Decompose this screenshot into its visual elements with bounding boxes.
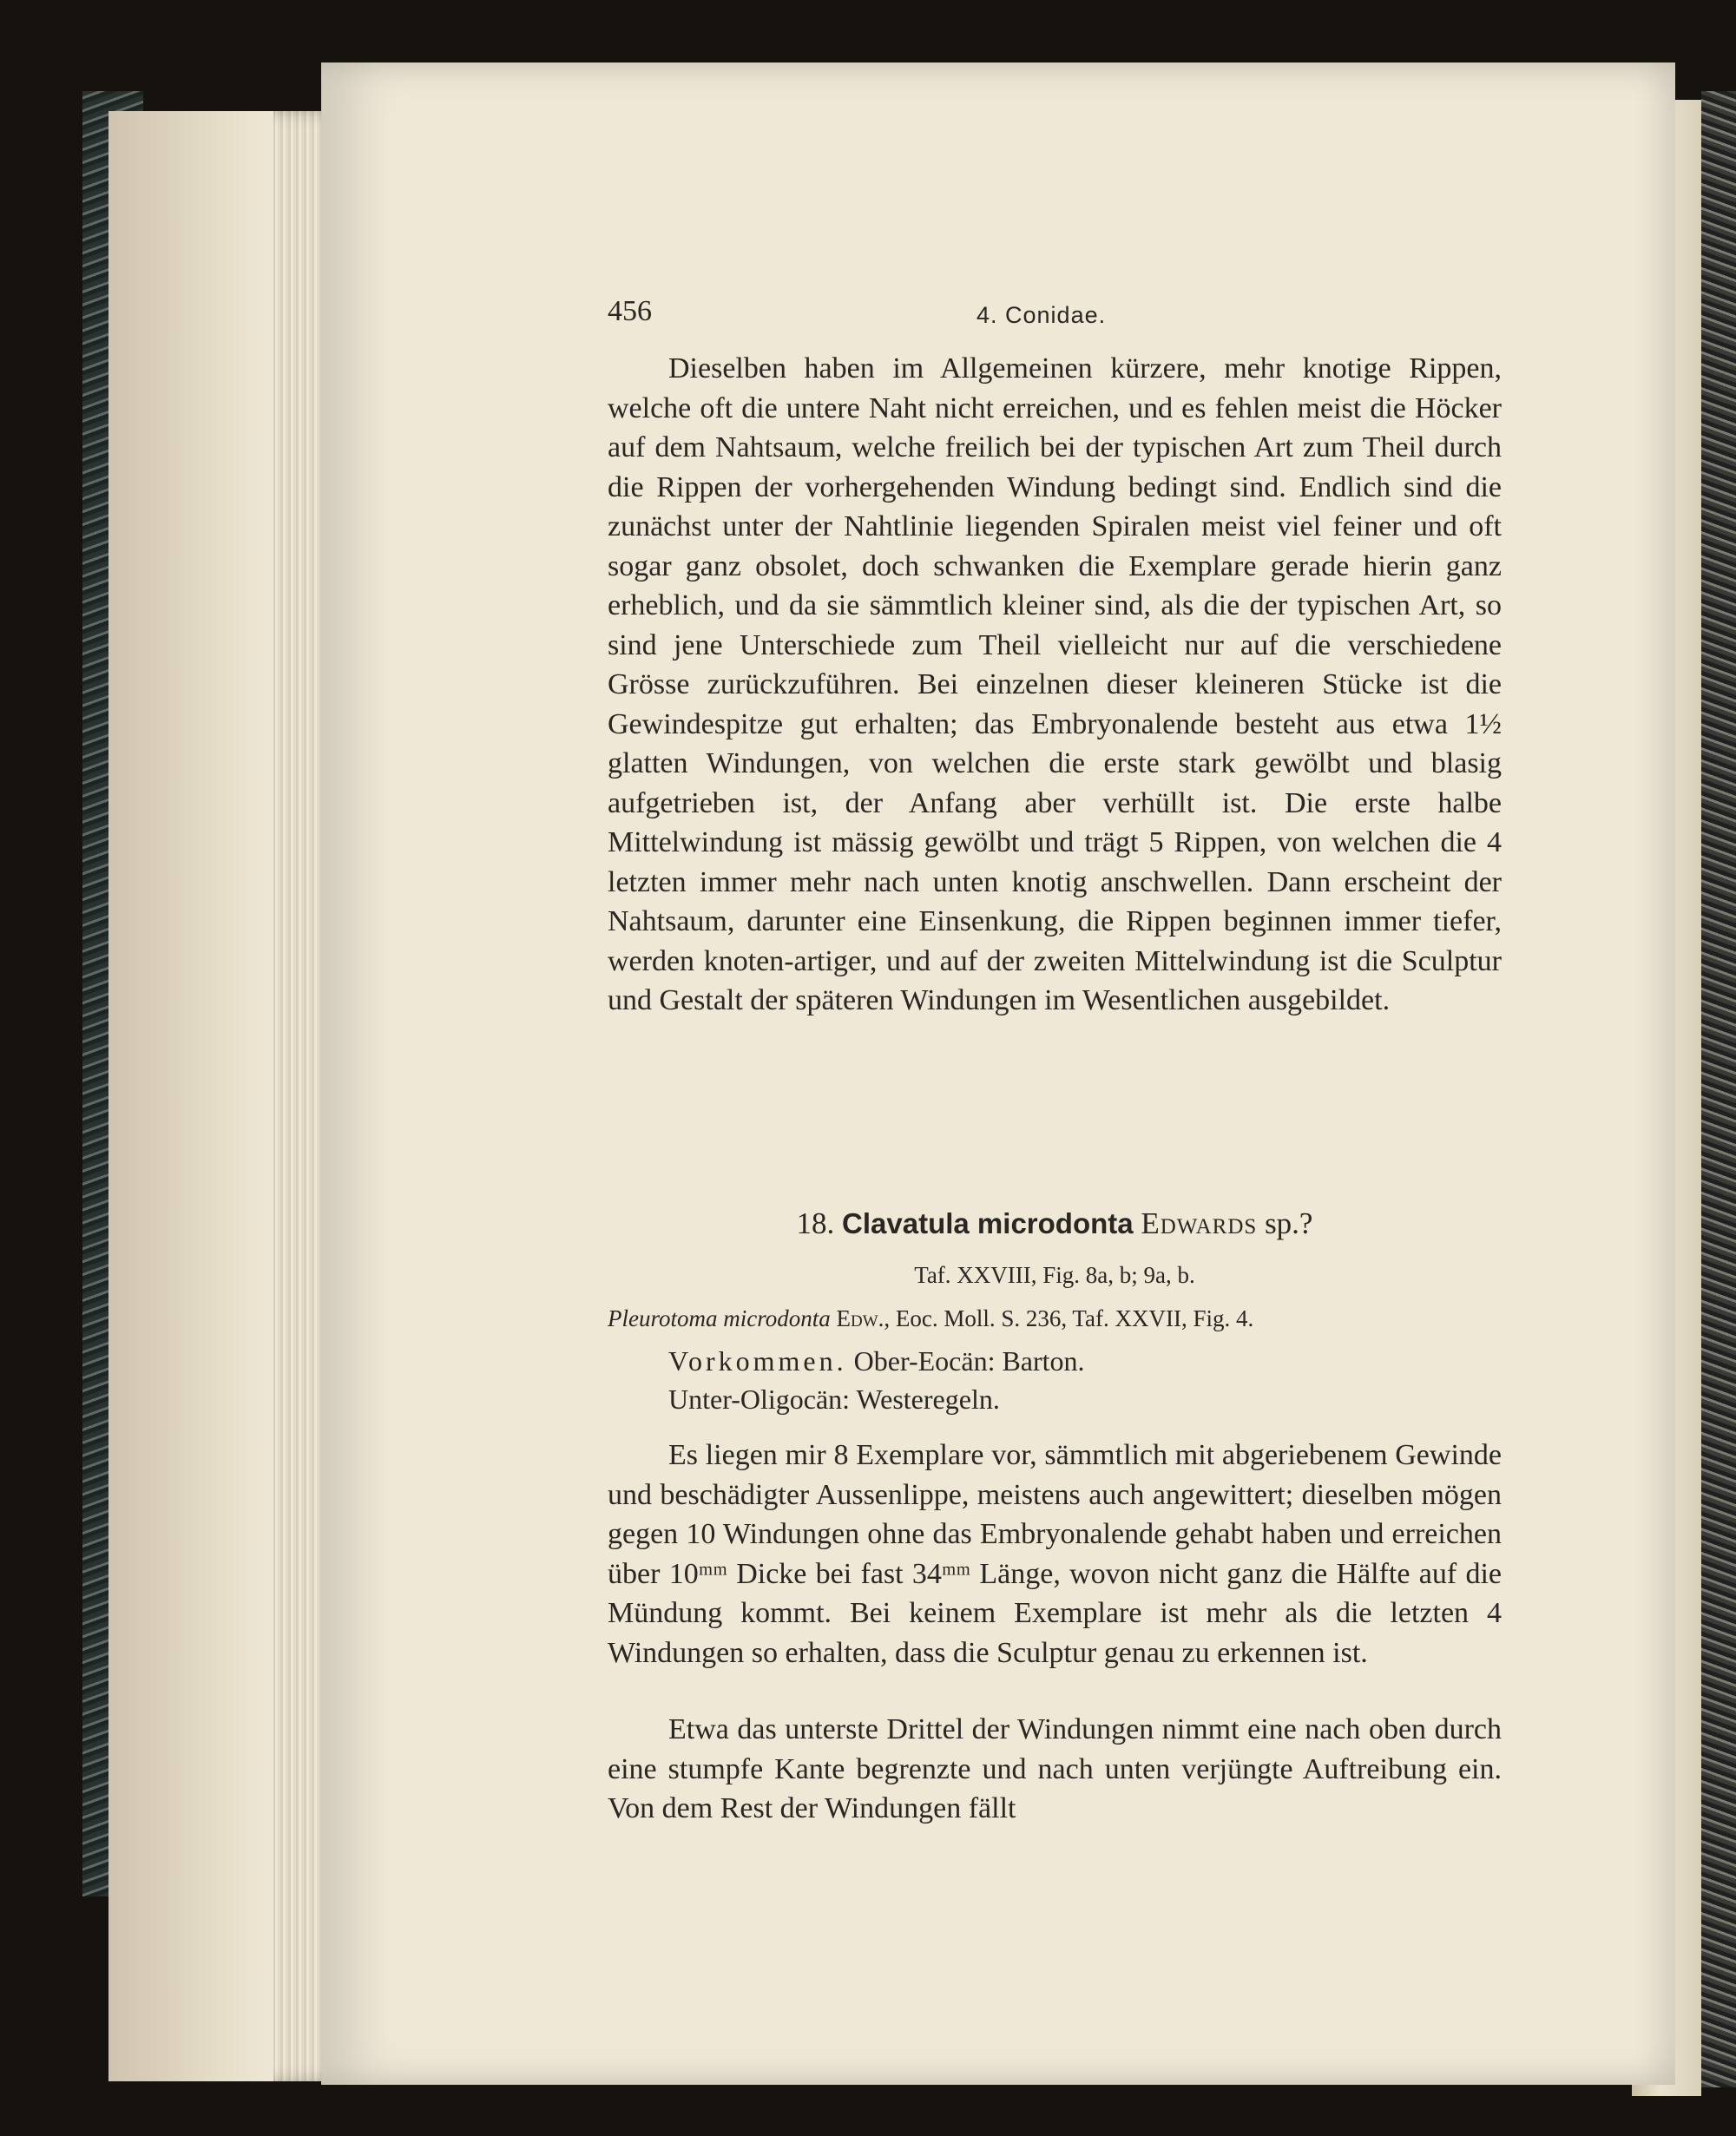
synonymy [608,1305,1502,1332]
paragraph-2: Es liegen mir 8 Exemplare vor, sämmtlich mit abgeriebenem Gewinde und beschädigter Aussenlippe, meistens auch angewittert; dieselben mögen gegen 10 Windungen ohne das Embryonalende gehabt haben und erreichen über 10ᵐᵐ Dicke bei fast 34ᵐᵐ Länge, wovon nicht ganz die Hälfte auf die Mündung kommt. Bei keinem Exemplare ist mehr als die letzten 4 Windungen so erhalten, dass die Sculptur genau zu erkennen ist. [608,1439,1502,1669]
chapter-title: 4. Conidae. [976,302,1107,328]
occurrence-line-2 [668,1383,1000,1416]
occurrence-line-1 [668,1345,1085,1377]
species-number: 18. [796,1206,835,1240]
species-name: Clavatula microdonta [842,1207,1134,1239]
species-heading [608,1206,1502,1241]
species-author: Edwards [1141,1206,1258,1240]
species-suffix: sp.? [1265,1206,1313,1240]
synonym-name: Pleurotoma microdonta [608,1305,831,1331]
synonym-reference: , Eoc. Moll. S. 236, Taf. XXVII, Fig. 4. [884,1305,1254,1331]
paragraph-1: Dieselben haben im Allgemeinen kürzere, mehr knotige Rippen, welche oft die untere Naht nicht erreichen, und es fehlen meist die Höcker auf dem Nahtsaum, welche freilich bei der typischen Art zum Theil durch die Rippen der vorhergehenden Windung bedingt sind. Endlich sind die zunächst unter der Nahtlinie liegenden Spiralen meist viel feiner und oft sogar ganz obsolet, doch schwanken die Exemplare gerade hierin ganz erheblich, und da sie sämmtlich kleiner sind, als die der typischen Art, so sind jene Unterschiede zum Theil vielleicht nur auf die verschiedene Grösse zurückzuführen. Bei einzelnen dieser kleineren Stücke ist die Gewindespitze gut erhalten; das Embryonalende besteht aus etwa 1½ glatten Windungen, von welchen die erste stark gewölbt und blasig aufgetrieben ist, der Anfang aber verhüllt ist. Die erste halbe Mittelwindung ist mässig gewölbt und trägt 5 Rippen, von welchen die 4 letzten immer mehr nach unten knotig anschwellen. Dann erscheint der Nahtsaum, darunter eine Einsenkung, die Rippen beginnen immer tiefer, werden knoten-artiger, und auf der zweiten Mittelwindung ist die Sculptur und Gestalt der späteren Windungen im Wesentlichen ausgebildet. [608,352,1502,1016]
occurrence-lower-oligocene-label: Unter-Oligocän: [668,1383,851,1415]
synonym-author: Edw. [836,1305,884,1331]
paragraph-3: Etwa das unterste Drittel der Windungen nimmt eine nach oben durch eine stumpfe Kante begrenzte und nach unten verjüngte Auftreibung ein. Von dem Rest der Windungen fällt [608,1713,1502,1824]
page-number: 456 [608,295,652,327]
occurrence-upper-eocene: Ober-Eocän: Barton. [853,1345,1085,1377]
book-page [321,62,1675,2085]
occurrence-locality: Westeregeln. [856,1383,1000,1415]
occurrence-label: Vorkommen. [668,1345,847,1377]
running-head [608,295,1476,330]
book-cover-right [1701,91,1736,2087]
plate-reference: Taf. XXVIII, Fig. 8a, b; 9a, b. [914,1262,1195,1288]
